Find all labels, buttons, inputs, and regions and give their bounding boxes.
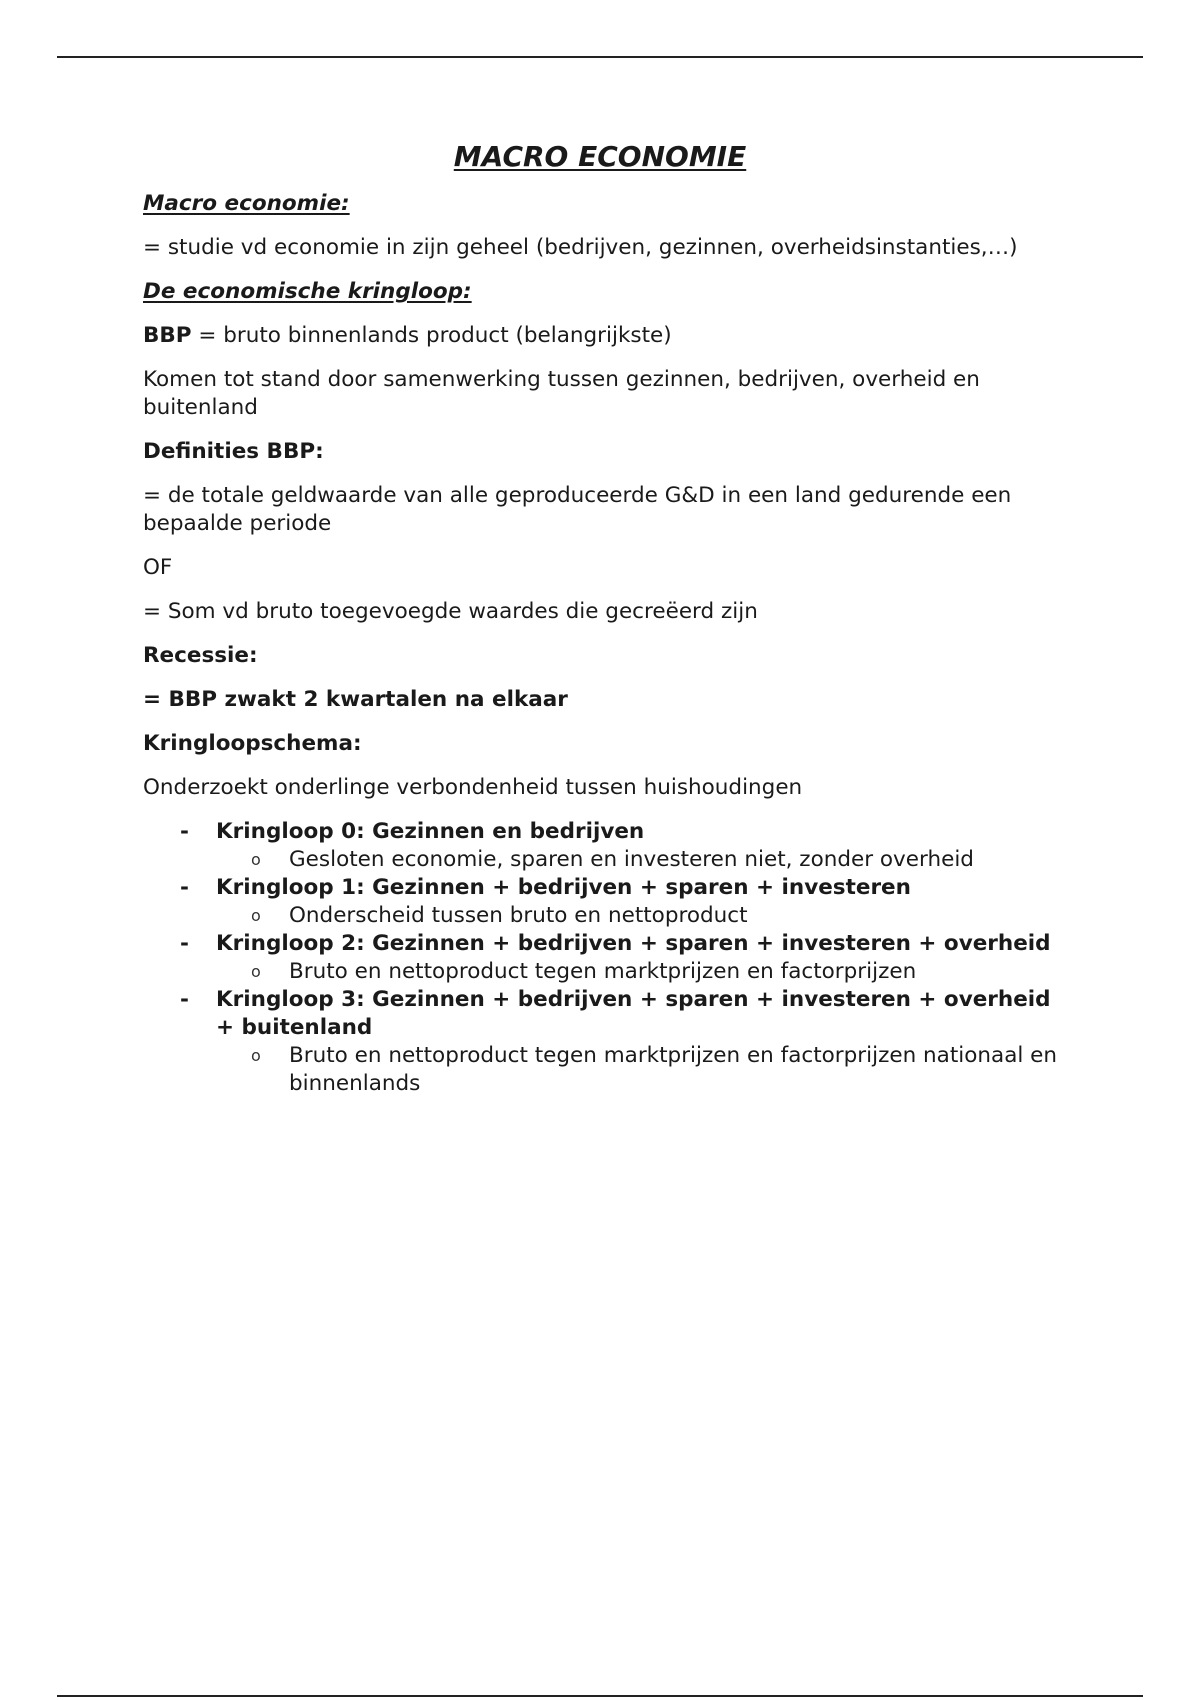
list-item bbox=[143, 986, 1063, 1098]
kringloop-label: Kringloop 3: Gezinnen + bedrijven + sparen + investeren + overheid + buitenland bbox=[216, 987, 1051, 1040]
list-item bbox=[143, 874, 1063, 930]
heading-kringloop: De economische kringloop: bbox=[143, 279, 472, 304]
kringloop-sub: Bruto en nettoproduct tegen marktprijzen en factorprijzen nationaal en binnenlands bbox=[289, 1043, 1058, 1096]
page-title: MACRO ECONOMIE bbox=[453, 140, 747, 173]
list-item bbox=[143, 930, 1063, 986]
samenwerking-text: Komen tot stand door samenwerking tussen gezinnen, bedrijven, overheid en buitenland bbox=[143, 367, 980, 420]
dash-bullet: - bbox=[180, 931, 189, 956]
kringloop-label: Kringloop 2: Gezinnen + bedrijven + sparen + investeren + overheid bbox=[216, 931, 1051, 956]
sub-list-item bbox=[216, 1042, 1063, 1098]
kringloop-label: Kringloop 1: Gezinnen + bedrijven + sparen + investeren bbox=[216, 875, 911, 900]
sub-list-item bbox=[216, 958, 1063, 986]
bbp-line bbox=[143, 322, 1063, 350]
sub-list-item bbox=[216, 846, 1063, 874]
dash-bullet: - bbox=[180, 875, 189, 900]
dash-bullet: - bbox=[180, 987, 189, 1012]
recessie-definition: = BBP zwakt 2 kwartalen na elkaar bbox=[143, 687, 568, 712]
circle-bullet: o bbox=[251, 962, 261, 981]
sub-list-item bbox=[216, 902, 1063, 930]
header-rule bbox=[57, 56, 1143, 58]
bbp-text: = bruto binnenlands product (belangrijkste) bbox=[191, 323, 672, 348]
definition-1: = de totale geldwaarde van alle geproduceerde G&D in een land gedurende een bepaalde periode bbox=[143, 483, 1012, 536]
heading-kringloopschema: Kringloopschema: bbox=[143, 731, 362, 756]
document-body bbox=[143, 190, 1063, 1098]
kringloopschema-text: Onderzoekt onderlinge verbondenheid tussen huishoudingen bbox=[143, 775, 803, 800]
kringloop-list bbox=[143, 818, 1063, 1098]
heading-macro-economie: Macro economie: bbox=[143, 191, 350, 216]
sub-list bbox=[216, 846, 1063, 874]
circle-bullet: o bbox=[251, 906, 261, 925]
list-item bbox=[143, 818, 1063, 874]
heading-recessie: Recessie: bbox=[143, 643, 258, 668]
circle-bullet: o bbox=[251, 1046, 261, 1065]
macro-definition: = studie vd economie in zijn geheel (bedrijven, gezinnen, overheidsinstanties,…) bbox=[143, 235, 1018, 260]
heading-definities: Definities BBP: bbox=[143, 439, 324, 464]
sub-list bbox=[216, 902, 1063, 930]
kringloop-sub: Onderscheid tussen bruto en nettoproduct bbox=[289, 903, 748, 928]
kringloop-label: Kringloop 0: Gezinnen en bedrijven bbox=[216, 819, 645, 844]
or-text: OF bbox=[143, 555, 173, 580]
circle-bullet: o bbox=[251, 850, 261, 869]
bbp-label: BBP bbox=[143, 323, 192, 348]
dash-bullet: - bbox=[180, 819, 189, 844]
definition-2: = Som vd bruto toegevoegde waardes die gecreëerd zijn bbox=[143, 599, 758, 624]
sub-list bbox=[216, 1042, 1063, 1098]
sub-list bbox=[216, 958, 1063, 986]
kringloop-sub: Gesloten economie, sparen en investeren niet, zonder overheid bbox=[289, 847, 974, 872]
footer-rule bbox=[57, 1695, 1143, 1697]
kringloop-sub: Bruto en nettoproduct tegen marktprijzen en factorprijzen bbox=[289, 959, 917, 984]
